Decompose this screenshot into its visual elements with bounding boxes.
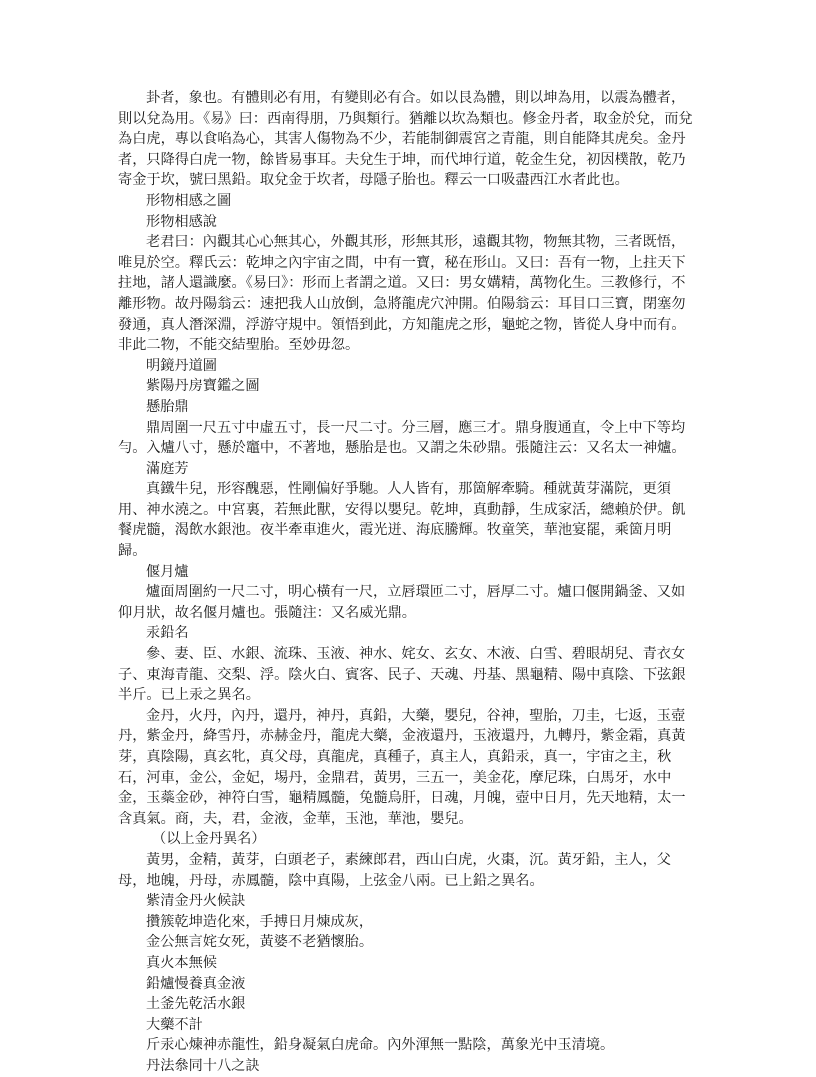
paragraph-lead-names: 黃男，金精，黃芽，白頭老子，素練郎君，西山白虎，火棗，沉。黃牙鉛，主人，父母，地魄，丹母，赤鳳髓，陰中真陽，上弦金八兩。已上鉛之異名。 — [118, 851, 671, 889]
verse-line-4: 鉛爐慢養真金液 — [146, 975, 246, 992]
verse-line-2: 金公無言姹女死，黃婆不老猶懷胎。 — [146, 934, 374, 951]
heading-man-ting-fang: 滿庭芳 — [146, 460, 189, 477]
heading-ziyang-diagram: 紫陽丹房寶鑑之圖 — [146, 378, 260, 395]
heading-form-object-explanation: 形物相感說 — [146, 213, 217, 230]
verse-line-1: 攢簇乾坤造化來，手搏日月煉成灰， — [146, 913, 374, 930]
heading-suspended-tripod: 懸胎鼎 — [146, 398, 189, 415]
paragraph-trigram: 卦者，象也。有體則必有用，有變則必有合。如以艮為體，則以坤為用，以震為體者，則以兌為用。《易》曰：西南得朋，乃與類行。猶離以坎為類也。修金丹者，取金於兌，而兌為白虎，專以食啗為心，其害人傷物為不少，若能制御震宮之青龍，則自能降其虎矣。金丹者，只降得白虎一物，餘皆易事耳。夫兌生于坤，而代坤行道，乾金生兌，初因樸散，乾乃寄金于坎，號曰黑鉛。取兌金于坎者，母隱子胎也。釋云一口吸盡西江水者此也。 — [118, 90, 693, 189]
heading-fire-timing-formula: 紫清金丹火候訣 — [146, 893, 246, 910]
paragraph-tripod: 鼎周圍一尺五寸中虛五寸，長一尺二寸。分三層，應三才。鼎身腹通直，令上中下等均勻。入爐八寸，懸於竈中，不著地，懸胎是也。又謂之朱砂鼎。張隨注云：又名太一神爐。 — [118, 419, 686, 457]
verse-line-6: 大藥不計 — [146, 1016, 203, 1033]
paragraph-iron-ox: 真鐵牛兒，形容醜惡，性剛偏好爭馳。人人皆有，那箇解牽騎。種就黃芽滿院，更須用、神水澆之。中宮裏，若無此獸，安得以嬰兒。乾坤，真動靜，生成家活，總賴於伊。飢餐虎髓，渴飲水銀池。夜半牽車進火，霞光迸、海底騰輝。牧童笑，華池宴罷，乘箇月明歸。 — [118, 481, 686, 560]
heading-eighteen-formulas: 丹法叅同十八之訣 — [146, 1057, 260, 1074]
heading-mirror-dao-diagram: 明鏡丹道圖 — [146, 357, 217, 374]
paragraph-furnace: 爐面周圍約一尺二寸，明心橫有一尺，立唇環匝二寸，唇厚二寸。爐口偃開鍋釜、又如仰月狀，故名偃月爐也。張隨注：又名威光鼎。 — [118, 584, 686, 621]
paragraph-golden-elixir-names: 金丹，火丹，內丹，還丹，神丹，真鉛，大藥，嬰兒，谷神，聖胎，刀圭，七返，玉壺丹，紫金丹，絳雪丹，赤赫金丹，龍虎大藥，金液還丹，玉液還丹，九轉丹，紫金霜，真黃芽，真陰陽，真玄牝，真父母，真龍虎，真種子，真主人，真鉛汞，真一，宇宙之主，秋石，河車，金公，金妃，埸丹，金鼎君，黃男，三五一，美金花，摩尼珠，白馬牙，水中金，玉蘂金砂，神符白雪，龜精鳳髓，兔髓烏肝，日魂，月魄，壺中日月，先天地精，太一含真氣。商，夫，君，金液，金華，玉池，華池，嬰兒。 — [118, 707, 686, 827]
verse-line-3: 真火本無候 — [146, 954, 217, 971]
note-golden-elixir-names: （以上金丹異名） — [152, 831, 266, 848]
paragraph-mercury-names: 參、妻、臣、水銀、流珠、玉液、神水、姹女、玄女、木液、白雪、碧眼胡兒、青衣女子、東海青龍、交梨、浮。陰火白、賓客、民子、天魂、丹基、黑龜精、陽中真陰、下弦銀半斤。已上汞之異名。 — [118, 646, 686, 704]
verse-line-5: 土釜先乾活水銀 — [146, 996, 246, 1013]
heading-crescent-furnace: 偃月爐 — [146, 563, 189, 580]
heading-form-object-diagram: 形物相感之圖 — [146, 192, 232, 209]
verse-line-7: 斤汞心煉神赤龍性，鉛身凝氣白虎命。內外渾無一點陰，萬象光中玉清境。 — [146, 1037, 615, 1054]
document-body — [118, 88, 698, 1077]
heading-mercury-lead-names: 汞鉛名 — [146, 625, 189, 642]
paragraph-laojun: 老君曰：內觀其心心無其心，外觀其形，形無其形，遠觀其物，物無其物，三者既悟，唯見於空。釋氏云：乾坤之內宇宙之間，中有一寶，秘在形山。又曰：吾有一物，上拄天下拄地，諸人還識麼。《易曰》：形而上者謂之道。又曰：男女媾精，萬物化生。三教修行，不離形物。故丹陽翁云：速把我人山放倒，急將龍虎穴沖開。伯陽翁云：耳目口三寶，閉塞勿發通，真人潛深淵，浮游守規中。領悟到此，方知龍虎之形，龜蛇之物，皆從人身中而有。非此二物，不能交結聖胎。至妙毋忽。 — [118, 234, 686, 354]
